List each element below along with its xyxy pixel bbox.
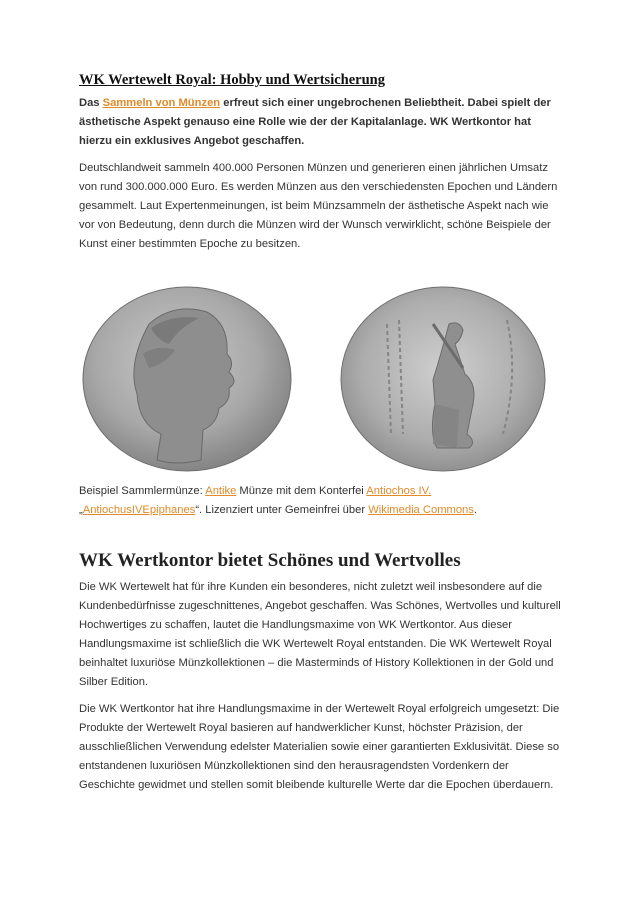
section1-heading: WK Wertewelt Royal: Hobby und Wertsicherung (79, 72, 385, 88)
link-antiochos-iv[interactable]: Antiochos IV. (366, 485, 432, 497)
link-antiochus-iv-epiphanes[interactable]: AntiochusIVEpiphanes (82, 504, 196, 516)
lead-paragraph: Das Sammeln von Münzen erfreut sich einer ungebrochenen Beliebtheit. Dabei spielt der ästhetische Aspekt genauso eine Rolle wie der der Kapitalanlage. WK Wertkontor hat hierzu ein exklusives Angebot geschaffen. (79, 97, 551, 147)
link-wikimedia-commons[interactable]: Wikimedia Commons (368, 504, 474, 516)
link-antike[interactable]: Antike (205, 485, 237, 497)
coin-reverse-image (337, 284, 551, 474)
section2-heading: WK Wertkontor bietet Schönes und Wertvolles (79, 550, 461, 571)
section2-paragraph-2: Die WK Wertkontor hat ihre Handlungsmaxime in der Wertewelt Royal erfolgreich umgesetzt: Die Produkte der Wertewelt Royal basieren auf handwerklicher Kunst, höchster Präzision, der ausschließlichen Verwendung edelster Materialien sowie einer garantierten Exklusivität. Diese so entstandenen luxuriösen Münzkollektionen sind den herausragendsten Vordenkern der Geschichte gewidmet und stellen somit bleibende kulturelle Werte dar die Epochen überdauern. (79, 703, 560, 791)
image-caption: Beispiel Sammlermünze: Antike Münze mit dem Konterfei Antiochos IV. „AntiochusIVEpiphanes“. Lizenziert unter Gemeinfrei über Wikimedia Commons. (79, 485, 477, 516)
coin-image (79, 284, 561, 474)
coin-obverse-image (79, 284, 293, 474)
link-sammeln-von-muenzen[interactable]: Sammeln von Münzen (102, 97, 221, 109)
section2-paragraph-1: Die WK Wertewelt hat für ihre Kunden ein besonderes, nicht zuletzt weil insbesondere auf die Kundenbedürfnisse zugeschnittenes, Angebot geschaffen. Was Schönes, Wertvolles und kulturell Hochwertiges zu schaffen, lautet die Handlungsmaxime von WK Wertkontor. Aus dieser Handlungsmaxime ist schließlich die WK Wertewelt Royal entstanden. Die WK Wertewelt Royal beinhaltet luxuriöse Münzkollektionen – die Masterminds of History Kollektionen in der Gold und Silber Edition. (79, 581, 561, 688)
section1-paragraph: Deutschlandweit sammeln 400.000 Personen Münzen und generieren einen jährlichen Umsatz von rund 300.000.000 Euro. Es werden Münzen aus den verschiedensten Epochen und Ländern gesammelt. Laut Expertenmeinungen, ist beim Münzsammeln der ästhetische Aspekt nach wie vor von Bedeutung, denn durch die Münzen wird der Wunsch verwirklicht, schöne Beispiele der Kunst einer bestimmten Epoche zu besitzen. (79, 162, 558, 250)
document-page (79, 70, 561, 795)
